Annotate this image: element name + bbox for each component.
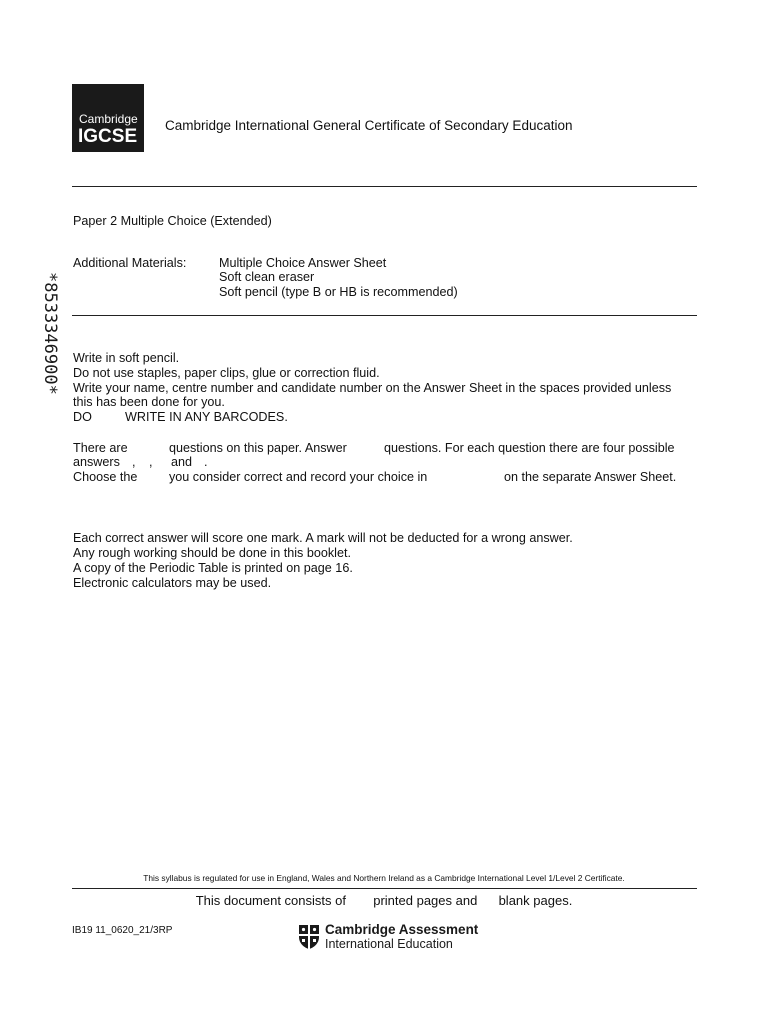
cambridge-igcse-logo [72,84,144,152]
page-count-statement [0,893,768,908]
materials-item: Multiple Choice Answer Sheet [219,256,387,270]
materials-item: Soft clean eraser [219,270,315,284]
note-line: Each correct answer will score one mark. A mark will not be deducted for a wrong answer. [73,531,573,545]
questions-text: Choose the [73,470,138,484]
divider [72,888,697,889]
questions-text: you consider correct and record your choice in [169,470,428,484]
note-line: Electronic calculators may be used. [73,576,272,590]
page-count-blank: blank pages. [498,893,573,908]
instruction-line: Do not use staples, paper clips, glue or correction fluid. [73,366,380,380]
page-count-prefix: This document consists of [195,893,346,908]
assessment-title: Cambridge Assessment [325,922,479,937]
page-title: Cambridge International General Certificate of Secondary Education [165,118,573,133]
assessment-subtitle: International Education [325,937,453,951]
materials-item: Soft pencil (type B or HB is recommended) [219,285,458,299]
barcode-number: *8533346900* [40,272,60,395]
document-code: IB19 11_0620_21/3RP [72,925,173,936]
divider [72,315,697,316]
questions-text: questions on this paper. Answer [169,441,347,455]
questions-text: and [171,455,193,469]
regulation-note: This syllabus is regulated for use in England, Wales and Northern Ireland as a Cambridge International Level 1/Level 2 Certificate. [143,873,625,883]
logo-igcse-text: IGCSE [78,126,138,147]
paper-title: Paper 2 Multiple Choice (Extended) [73,214,272,228]
questions-text: on the separate Answer Sheet. [504,470,677,484]
questions-text: There are [73,441,128,455]
shield-icon [298,924,320,950]
page-count-printed: printed pages and [373,893,478,908]
instruction-do: DO [73,410,92,424]
instruction-line: this has been done for you. [73,395,225,409]
questions-text: questions. For each question there are four possible [384,441,675,455]
logo-cambridge-text: Cambridge [79,112,138,126]
instruction-line: Write your name, centre number and candidate number on the Answer Sheet in the spaces provided unless [73,381,672,395]
questions-text: , [149,455,153,469]
note-line: Any rough working should be done in this booklet. [73,546,351,560]
questions-text: . [204,455,208,469]
note-line: A copy of the Periodic Table is printed on page 16. [73,561,353,575]
instruction-line: Write in soft pencil. [73,351,180,365]
divider [72,186,697,187]
questions-text: answers [73,455,120,469]
materials-label: Additional Materials: [73,256,187,270]
questions-text: , [132,455,136,469]
instruction-barcodes: WRITE IN ANY BARCODES. [125,410,288,424]
cambridge-assessment-logo [298,922,478,952]
